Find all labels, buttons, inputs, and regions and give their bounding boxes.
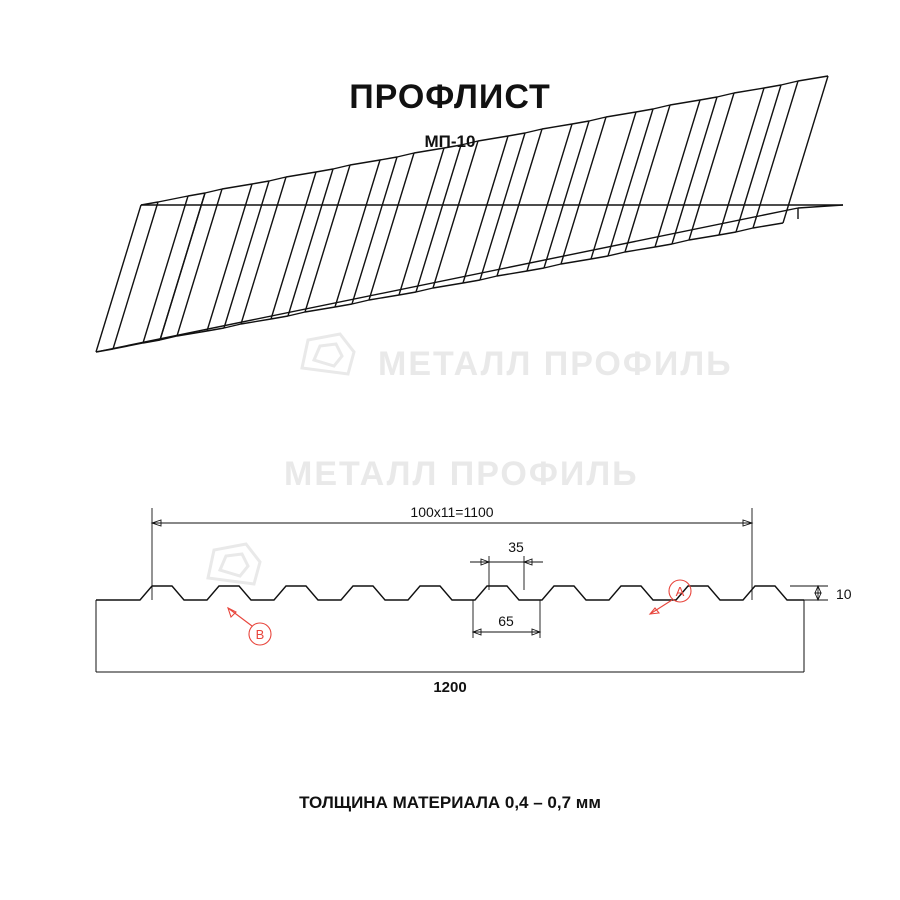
dimension-working-width-label: 100x11=1100 [410, 504, 494, 520]
dimension-rib-bottom-label: 65 [498, 613, 514, 629]
callout-b [228, 608, 271, 645]
dimension-rib-bottom [473, 600, 540, 638]
dimension-total-width-label: 1200 [433, 679, 467, 696]
dimension-rib-top-label: 35 [508, 539, 524, 555]
callout-a [650, 580, 691, 614]
dimension-height-label: 10 [836, 586, 852, 602]
watermark-text-top: МЕТАЛЛ ПРОФИЛЬ [378, 345, 733, 383]
section-profile-outline [96, 586, 804, 600]
page-title: ПРОФЛИСТ [349, 78, 551, 116]
callout-b-label: B [255, 627, 265, 642]
material-thickness-note: ТОЛЩИНА МАТЕРИАЛА 0,4 – 0,7 мм [299, 793, 601, 812]
page-subtitle: МП-10 [424, 132, 476, 151]
watermark-top [302, 334, 733, 383]
callout-a-label: A [675, 584, 685, 599]
cross-section-view [96, 504, 852, 696]
watermark-text-bottom: МЕТАЛЛ ПРОФИЛЬ [284, 455, 639, 493]
dimension-rib-top [470, 539, 543, 590]
isometric-sheet-view [96, 76, 843, 352]
dimension-working-width [152, 504, 752, 600]
